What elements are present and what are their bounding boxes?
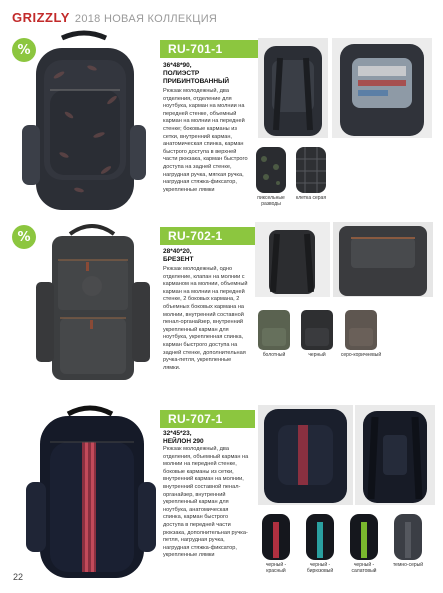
product-size: 32*45*23, [163, 430, 192, 437]
backpack-canvas-image [30, 222, 155, 387]
product-material: ПОЛИЭСТР ПРИБИНТОВАННЫЙ [163, 70, 230, 85]
variant-label: черный - бирюзовый [306, 562, 334, 574]
backpack-variant-image [300, 512, 340, 560]
product-material: НЕЙЛОН 290 [163, 438, 204, 445]
backpack-back-image [258, 38, 328, 138]
variant-item[interactable] [297, 308, 337, 358]
variant-label: клетка серая [295, 195, 327, 201]
backpack-variant-image [344, 512, 384, 560]
variant-item[interactable] [340, 308, 382, 358]
backpack-variant-image [254, 308, 294, 350]
backpack-back-image [255, 222, 330, 297]
backpack-variant-image [292, 145, 330, 193]
variant-label: серо-коричневый [340, 352, 382, 358]
backpack-nylon-image [20, 402, 160, 582]
product-code-bar [160, 410, 255, 428]
product-code: RU-707-1 [168, 412, 223, 426]
product-back-photo [258, 38, 328, 138]
product-description: Рюкзак молодежный, два отделения, отделение для ноутбука, карман на молнии на передней стенке, объемный карман на молнии на передней стенке; боковые карманы из сетки, внутренний карман, анатомическая спинка, карман быстрого доступа в верхней части рюкзака, карман быстрого доступа на задней стенке, нагрудная ручка, мягкая ручка, нагрудная стяжка-фиксатор, укрепленные лямки [163, 88, 248, 193]
page-header [12, 10, 217, 26]
product-code: RU-702-1 [168, 229, 223, 243]
product-open-photo [355, 405, 435, 505]
variant-item[interactable] [256, 512, 296, 574]
variant-label: черный - красный [265, 562, 287, 574]
variant-label: пиксельные разводы [257, 195, 285, 207]
product-main-photo [20, 402, 160, 582]
product-open-photo [333, 222, 433, 297]
backpack-detail-image [258, 405, 353, 505]
variant-item[interactable] [344, 512, 384, 574]
discount-badge: % [12, 38, 36, 62]
backpack-camo-image [14, 30, 154, 220]
backpack-variant-image [340, 308, 382, 350]
product-size: 28*40*20, [163, 248, 192, 255]
variant-label: черный [308, 352, 326, 358]
product-back-photo [255, 222, 330, 297]
product-spec [163, 248, 253, 264]
product-code: RU-701-1 [168, 42, 223, 56]
variant-item[interactable] [252, 145, 290, 207]
variant-item[interactable] [388, 512, 428, 568]
variant-item[interactable] [292, 145, 330, 201]
variant-item[interactable] [300, 512, 340, 574]
product-material: БРЕЗЕНТ [163, 256, 194, 263]
variant-item[interactable] [254, 308, 294, 358]
brand-logo: GRIZZLY [12, 10, 70, 25]
product-size: 36*48*90, [163, 62, 192, 69]
product-spec [163, 430, 253, 446]
backpack-variant-image [388, 512, 428, 560]
product-back-photo [258, 405, 353, 505]
variant-label: темно-серый [392, 562, 424, 568]
product-open-photo [332, 38, 432, 138]
page-number: 22 [13, 572, 24, 582]
product-description: Рюкзак молодежный, два отделения, объемный карман на молнии на передней стенке, боковые карманы из сетки, внутренний карман на молнии, внутренний составной пенал-органайзер, внутренний укрепленный карман для ноутбука, анатомическая спинка, карман быстрого доступа в передней части рюкзака, дополнительная ручка-петля, нагрудная ручка, нагрудная стяжка-фиксатор, укрепленные лямки [163, 446, 249, 559]
backpack-variant-image [256, 512, 296, 560]
collection-title: 2018 НОВАЯ КОЛЛЕКЦИЯ [74, 13, 218, 25]
backpack-detail-image [333, 222, 433, 297]
product-main-photo [14, 30, 154, 220]
backpack-open-image [332, 38, 432, 138]
variant-label: болотный [262, 352, 286, 358]
backpack-back-image [355, 405, 435, 505]
discount-badge: % [12, 225, 36, 249]
product-main-photo [30, 222, 155, 387]
variant-label: черный - салатовый [351, 562, 377, 574]
backpack-variant-image [252, 145, 290, 193]
backpack-variant-image [297, 308, 337, 350]
product-description: Рюкзак молодежный, одно отделение, клапан на молнии с карманом на молнии, объемный карман на молнии на передней стенке, 2 боковых кармана, 2 объемных боковых кармана на молнии, внутренний составной пенал-органайзер, внутренний укрепленный карман для ноутбука, укрепленная спинка, карман быстрого доступа на задней стенке, дополнительная ручка-петля, укрепленные лямки. [163, 266, 248, 371]
product-spec [163, 62, 253, 86]
